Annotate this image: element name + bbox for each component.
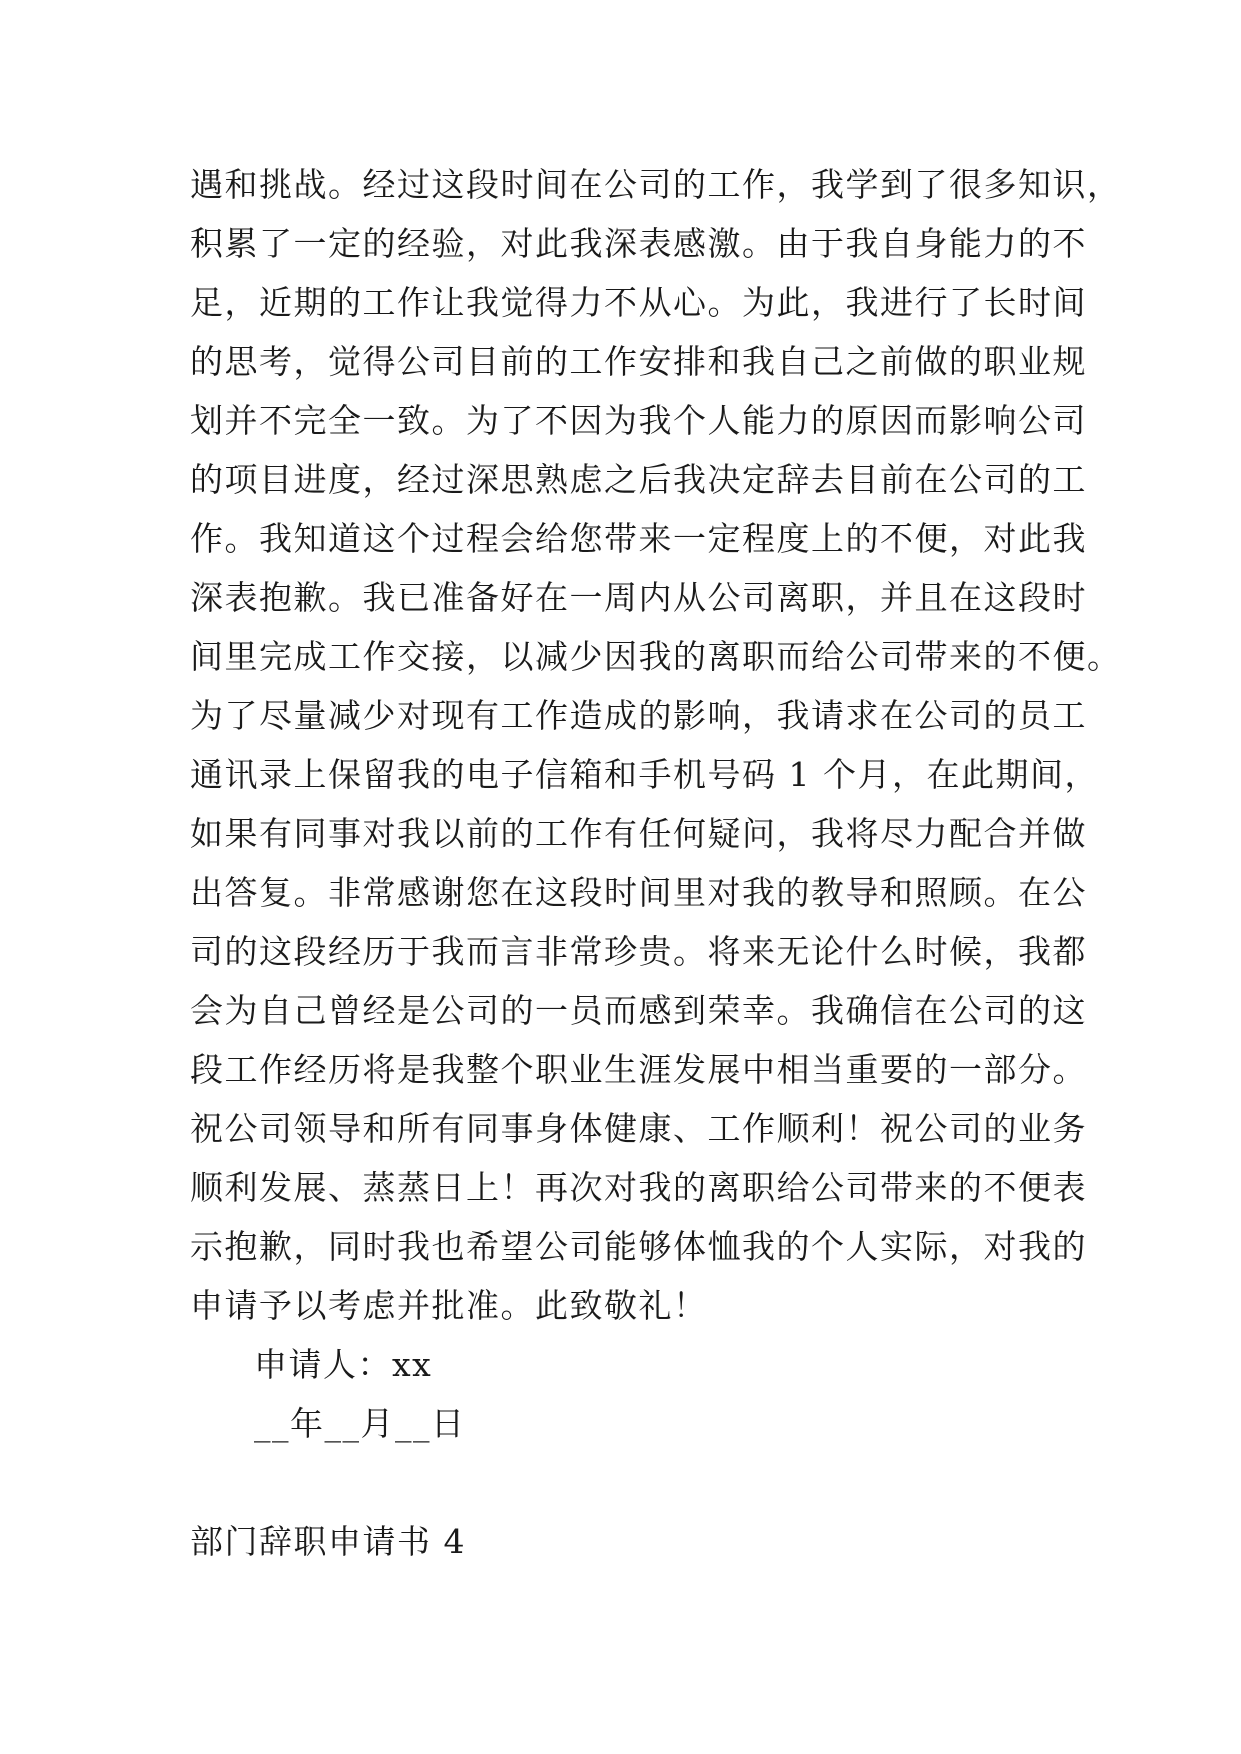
- body-line: 出答复。非常感谢您在这段时间里对我的教导和照顾。在公: [190, 873, 1087, 912]
- body-line: 顺利发展、蒸蒸日上！再次对我的离职给公司带来的不便表: [190, 1168, 1087, 1207]
- body-line: 会为自己曾经是公司的一员而感到荣幸。我确信在公司的这: [190, 991, 1087, 1030]
- body-line: 祝公司领导和所有同事身体健康、工作顺利！祝公司的业务: [190, 1109, 1087, 1148]
- section-heading: 部门辞职申请书 4: [190, 1522, 466, 1561]
- body-line: 间里完成工作交接，以减少因我的离职而给公司带来的不便。: [190, 637, 1122, 676]
- body-line: 遇和挑战。经过这段时间在公司的工作，我学到了很多知识，: [190, 165, 1122, 204]
- applicant-signature: 申请人：xx: [254, 1345, 433, 1384]
- body-line: 通讯录上保留我的电子信箱和手机号码 1 个月，在此期间，: [190, 755, 1099, 794]
- signature-date: __年__月__日: [254, 1404, 466, 1443]
- body-line: 申请予以考虑并批准。此致敬礼！: [190, 1286, 708, 1325]
- body-line: 作。我知道这个过程会给您带来一定程度上的不便，对此我: [190, 519, 1087, 558]
- body-line: 司的这段经历于我而言非常珍贵。将来无论什么时候，我都: [190, 932, 1087, 971]
- body-line: 深表抱歉。我已准备好在一周内从公司离职，并且在这段时: [190, 578, 1087, 617]
- body-line: 如果有同事对我以前的工作有任何疑问，我将尽力配合并做: [190, 814, 1087, 853]
- body-line: 为了尽量减少对现有工作造成的影响，我请求在公司的员工: [190, 696, 1087, 735]
- body-line: 段工作经历将是我整个职业生涯发展中相当重要的一部分。: [190, 1050, 1087, 1089]
- body-line: 的思考，觉得公司目前的工作安排和我自己之前做的职业规: [190, 342, 1087, 381]
- body-line: 足，近期的工作让我觉得力不从心。为此，我进行了长时间: [190, 283, 1087, 322]
- body-line: 的项目进度，经过深思熟虑之后我决定辞去目前在公司的工: [190, 460, 1087, 499]
- body-line: 积累了一定的经验，对此我深表感激。由于我自身能力的不: [190, 224, 1087, 263]
- body-line: 示抱歉，同时我也希望公司能够体恤我的个人实际，对我的: [190, 1227, 1087, 1266]
- body-line: 划并不完全一致。为了不因为我个人能力的原因而影响公司: [190, 401, 1087, 440]
